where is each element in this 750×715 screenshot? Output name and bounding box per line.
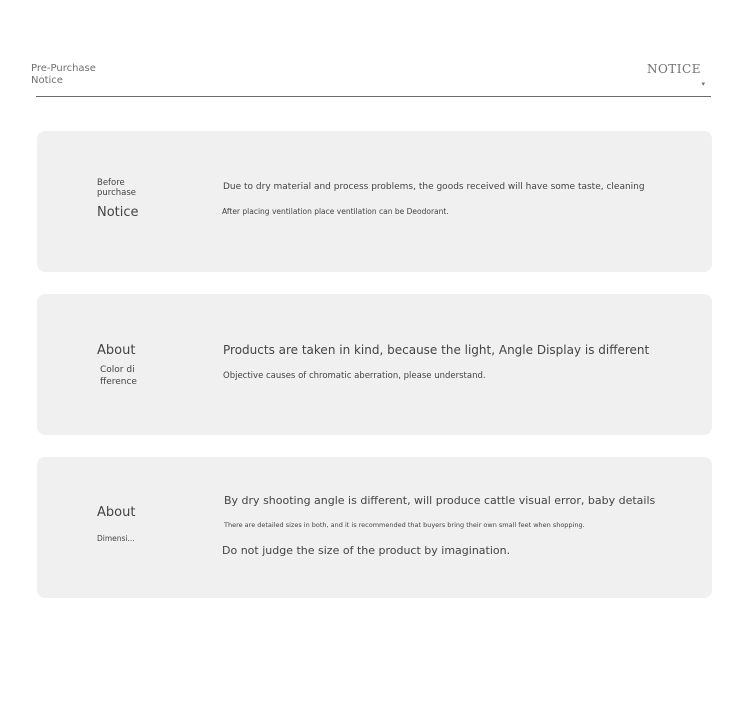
card2-small-label <box>100 364 150 388</box>
card1-text-line1: Due to dry material and process problems, the goods received will have some taste, cleaning <box>223 182 645 192</box>
card3-text-line1: By dry shooting angle is different, will produce cattle visual error, baby details <box>224 494 656 507</box>
card1-small-label <box>97 178 157 198</box>
caret-down-icon: ▾ <box>701 80 705 88</box>
notice-card-dimensions <box>37 457 712 598</box>
card3-text-line3: Do not judge the size of the product by imagination. <box>222 544 511 557</box>
header-left-line2: Notice <box>31 75 63 86</box>
notice-header <box>31 62 711 98</box>
notice-card-before-purchase <box>37 131 712 272</box>
card3-small-label: Dimensi... <box>97 534 135 543</box>
card2-title: About <box>97 343 136 358</box>
header-divider <box>36 96 711 97</box>
card3-title: About <box>97 505 136 520</box>
header-left-line1: Pre-Purchase <box>31 63 96 74</box>
card2-text-line2: Objective causes of chromatic aberration, please understand. <box>223 371 486 381</box>
card2-text-line1: Products are taken in kind, because the light, Angle Display is different <box>223 343 650 357</box>
notice-card-color-difference <box>37 294 712 435</box>
header-right-title: NOTICE <box>646 62 701 76</box>
header-left-label <box>31 63 151 87</box>
card1-small-line1: Before <box>97 178 125 188</box>
card2-small-line1: Color di <box>100 365 135 375</box>
card1-title: Notice <box>97 205 139 220</box>
card2-small-line2: fference <box>100 377 137 387</box>
card1-small-line2: purchase <box>97 188 137 198</box>
card3-text-line2: There are detailed sizes in both, and it is recommended that buyers bring their own small feet when shopping. <box>224 521 585 529</box>
card1-text-line2: After placing ventilation place ventilation can be Deodorant. <box>222 207 449 216</box>
